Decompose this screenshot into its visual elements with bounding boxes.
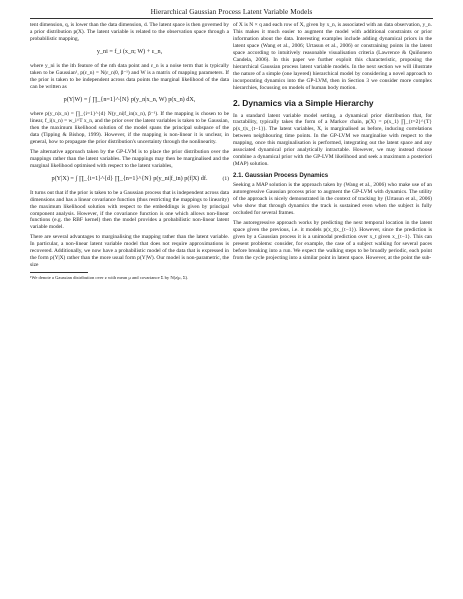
- paragraph: There are several advantages to marginalising the mapping rather than the latent variable. In particular, a non-linear latent variable model that does not require approximations is recovered. Additionally, we now have a probabilistic model of the data that is expressed in the form p(Y|X) rather than the more usual form p(Y|W). Our model is non-parametric, the size: [30, 234, 229, 269]
- subsection-heading: 2.1. Gaussian Process Dynamics: [233, 172, 329, 180]
- footnote-rule: [30, 272, 88, 273]
- equation-number: (1): [222, 176, 229, 183]
- left-column: [30, 22, 229, 281]
- equation-mapping: [30, 46, 229, 60]
- paragraph: tent dimension, q, is lower than the data dimension, d. The latent space is then governed by a prior distribution p(X). The latent variable is related to the observation space through a probabilistic mapping,: [30, 22, 229, 42]
- paragraph: The alternative approach taken by the GP-LVM is to place the prior distribution over the mappings rather than the latent variables. The mappings may then be marginalised and the marginal likelihood optimised with respect to the latent variables,: [30, 148, 229, 169]
- paragraph: Seeking a MAP solution is the approach taken by (Wang et al., 2006) who make use of an autoregressive Gaussian process prior to augment the GP-LVM with dynamics. The utility of the approach is nicely demonstrated in the context of tracking by (Urtasun et al., 2006) who show that through dynamics the track is sustained even when the subject is fully occluded for several frames.: [233, 182, 432, 216]
- footnote: ¹We denote a Gaussian distribution over z with mean μ and covariance Σ by N(z|μ, Σ).: [30, 275, 189, 281]
- paragraph: where y_ni is the ith feature of the nth data point and ε_n is a noise term that is typically taken to be Gaussian¹, p(ε_n) = N(ε_n|0, β⁻¹) and W is a matrix of mapping parameters. If the prior is taken to be independent across data points the marginal likelihood of the data can be written as: [30, 62, 229, 90]
- right-column: [233, 22, 432, 265]
- paragraph: The autoregressive approach works by predicting the next temporal location in the latent space given the previous, i.e. it models p(x_t|x_{t−1}). However, since the prediction is given by a Gaussian process it is a unimodal prediction over x_t given x_{t−1}. This can present problems: consider, for example, the case of a subject walking for several paces before breaking into a run. We expect the walking steps to be broadly periodic, each point from the cycle projecting into a similar point in latent space. However, at the point the sub-: [233, 220, 432, 261]
- paragraph: of X is N × q and each row of X, given by x_n, is associated with an data observation, y_n. This makes it much easier to augment the model with additional constraints or prior information about the data. Interesting examples include adding dynamical priors in the latent space (Wang et al., 2006; Urtasun et al., 2006) or constraining points in the latent space according to intuitively reasonable visualisation criteria (Lawrence & Quiñonero Candela, 2006). In this paper we further exploit this characteristic, proposing the hierarchical Gaussian process latent variable models. In the next section we will illustrate the nature of a simple (one layered) hierarchical model by considering a novel approach to incorporating dynamics into the GP-LVM, then in Section 3 we consider more complex hierarchies, focussing on models of human body motion.: [233, 22, 432, 91]
- paragraph: In a standard latent variable model setting, a dynamical prior distribution that, for tractability, typically takes the form of a Markov chain, p(X) = p(x_1) ∏_{t=2}^{T} p(x_t|x_{t−1}). The latent variables, X, is marginalised as before, inducing correlations between neighbouring time points. In the GP-LVM we marginalise with respect to the mapping, once this marginalisation is performed, integrating out the latent space and any associated dynamical prior analytically intractable. However, we may instead choose combine a dynamical prior with the GP-LVM likelihood and seek a maximum a posteriori (MAP) solution.: [233, 112, 432, 168]
- equation-gplvm-likelihood: [30, 173, 229, 187]
- equation-text: p(Y|W) = ∫ ∏_{n=1}^{N} p(y_n|x_n, W) p(x_n) dX,: [63, 96, 196, 104]
- equation-text: p(Y|X) = ∫ ∏_{i=1}^{d} ∏_{n=1}^{N} p(y_ni|f_in) p(f|X) df.: [51, 175, 208, 183]
- running-header: Hierarchical Gaussian Process Latent Variable Models: [150, 8, 313, 16]
- header-rule: [30, 18, 433, 19]
- equation-text: y_ni = f_i (x_n; W) + ε_n,: [96, 48, 163, 56]
- paragraph: It turns out that if the prior is taken to be a Gaussian process that is independent across data dimensions and has a linear covariance function (thus restricting the mappings to linearity) the maximum likelihood solution with respect to the embeddings is given by principal component analysis. However, if the covariance function is one which allows non-linear functions (e.g. the RBF kernel) then the model provides a probabilistic non-linear latent variable model.: [30, 189, 229, 231]
- equation-marginal-likelihood: [30, 94, 229, 108]
- paragraph: where p(y_n|x_n) = ∏_{i=1}^{d} N(y_ni|f_in(x_n), β⁻¹). If the mapping is chosen to be linear, f_i(x_n) = w_i^T x_n, and the prior over the latent variables is taken to be Gaussian, then the maximum likelihood solution of the model spans the principal subspace of the data (Tipping & Bishop, 1999). However, if the mapping is non-linear it is unclear, in general, how to propagate the prior distribution's uncertainty through the nonlinearity.: [30, 110, 229, 145]
- section-heading: 2. Dynamics via a Simple Hierarchy: [233, 97, 374, 108]
